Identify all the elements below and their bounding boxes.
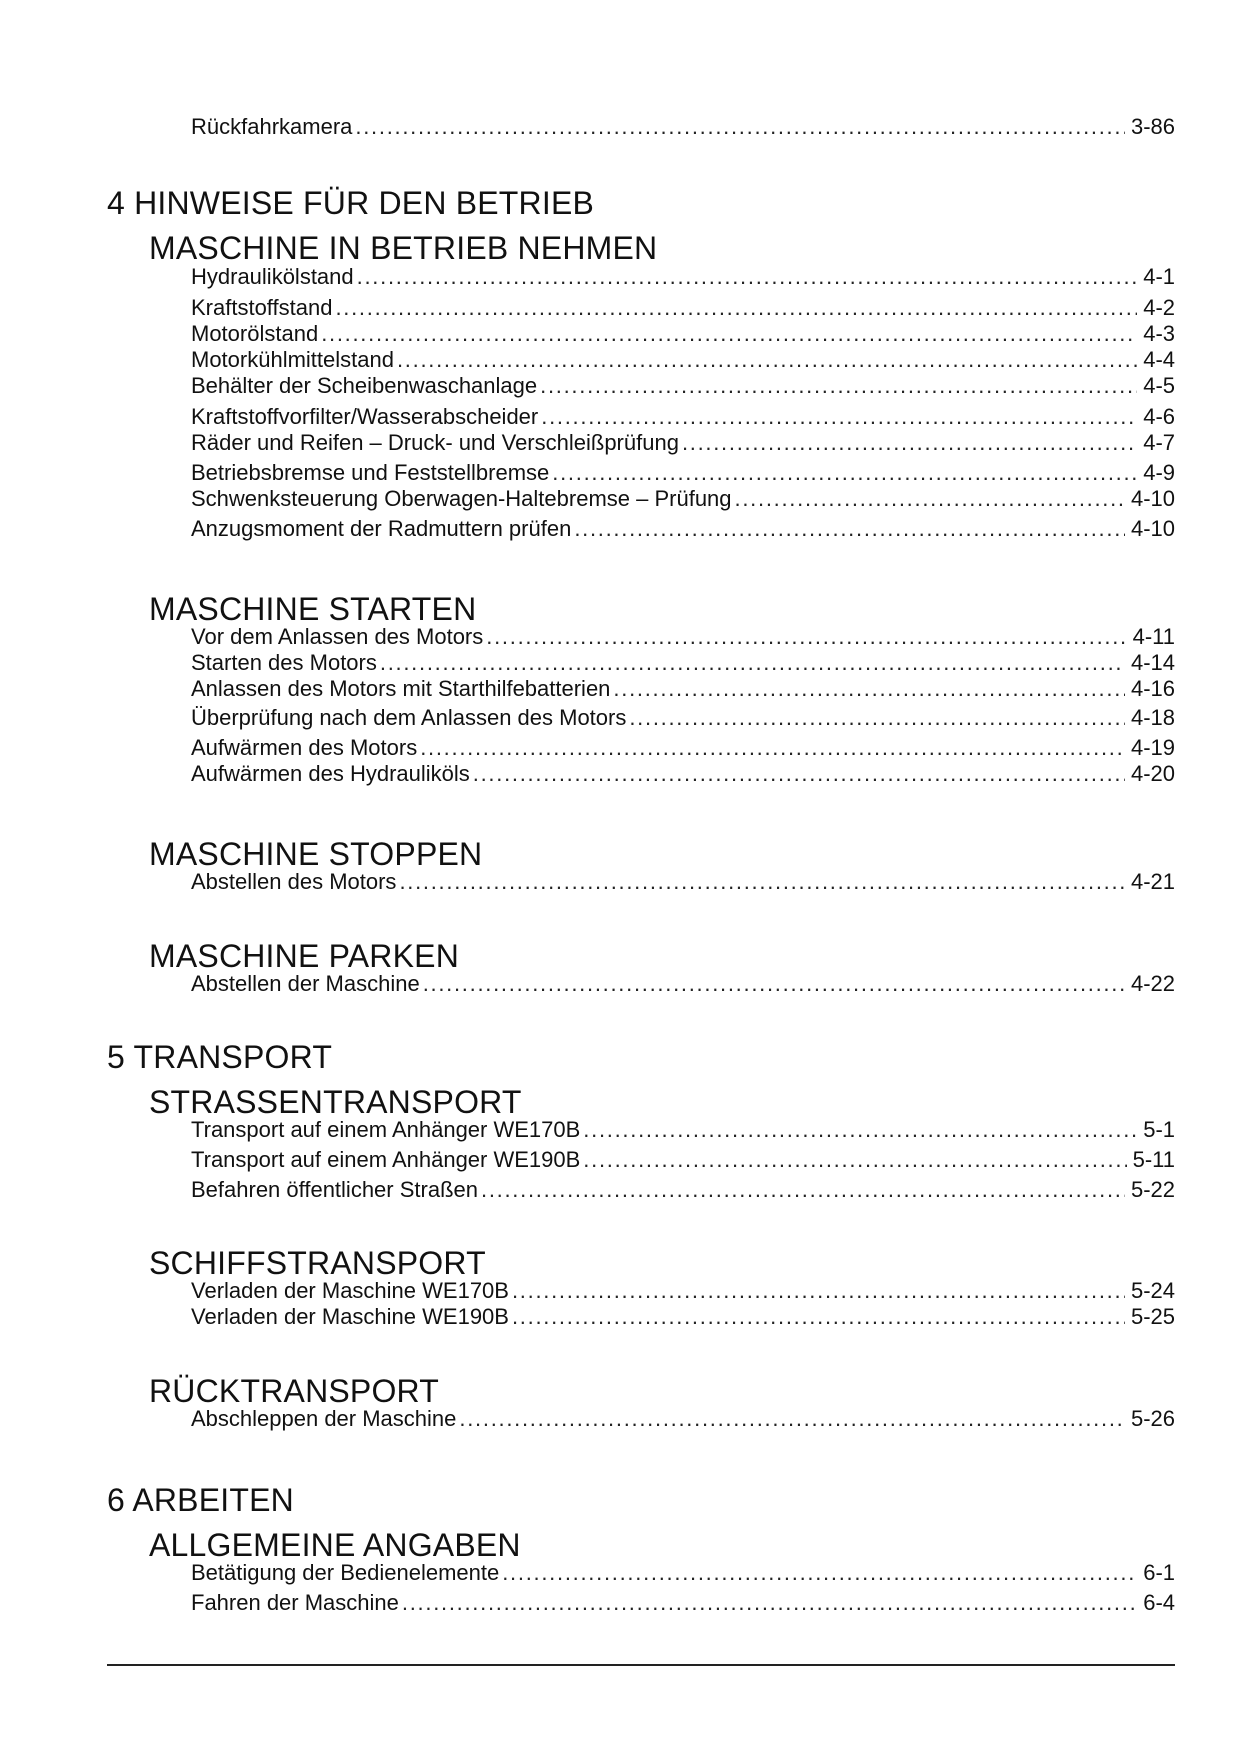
- toc-entry-title: Kraftstoffvorfilter/Wasserabscheider: [191, 404, 539, 429]
- toc-entry[interactable]: [191, 321, 1175, 347]
- footer-rule: [107, 1664, 1175, 1666]
- toc-entry-title: Anlassen des Motors mit Starthilfebatterien: [191, 676, 611, 701]
- dot-leader: [512, 1304, 1125, 1330]
- toc-entry-page: 4-16: [1130, 676, 1175, 701]
- toc-entry-page: 5-24: [1130, 1278, 1175, 1303]
- toc-entry-title: Verladen der Maschine WE170B: [191, 1278, 509, 1303]
- toc-entry-page: 6-4: [1143, 1590, 1175, 1615]
- toc-entry-page: 4-19: [1130, 735, 1175, 760]
- toc-entry[interactable]: [191, 624, 1175, 650]
- chapter-4-heading: 4 HINWEISE FÜR DEN BETRIEB: [107, 185, 595, 221]
- toc-entry[interactable]: [191, 404, 1175, 430]
- toc-entry-page: 5-26: [1130, 1406, 1175, 1431]
- toc-entry-title: Anzugsmoment der Radmuttern prüfen: [191, 516, 572, 541]
- toc-entry-title: Abstellen der Maschine: [191, 971, 420, 996]
- toc-entry-page: 5-11: [1132, 1147, 1175, 1172]
- dot-leader: [512, 1278, 1125, 1304]
- dot-leader: [473, 761, 1125, 787]
- toc-entry-page: 5-22: [1130, 1177, 1175, 1202]
- toc-entry[interactable]: [191, 460, 1175, 486]
- toc-entry-page: 4-9: [1143, 460, 1175, 485]
- dot-leader: [481, 1177, 1125, 1203]
- toc-entry-title: Abstellen des Motors: [191, 869, 397, 894]
- toc-entry-page: 5-25: [1130, 1304, 1175, 1329]
- dot-leader: [552, 460, 1137, 486]
- toc-entry-title: Transport auf einem Anhänger WE190B: [191, 1147, 581, 1172]
- toc-entry-title: Verladen der Maschine WE190B: [191, 1304, 509, 1329]
- toc-entry-title: Räder und Reifen – Druck- und Verschleißprüfung: [191, 430, 679, 455]
- toc-entry-title: Vor dem Anlassen des Motors: [191, 624, 484, 649]
- toc-entry-title: Behälter der Scheibenwaschanlage: [191, 373, 538, 398]
- toc-entry[interactable]: [191, 430, 1175, 456]
- toc-entry-title: Motorkühlmittelstand: [191, 347, 394, 372]
- section-maschine-starten: MASCHINE STARTEN: [149, 591, 477, 627]
- toc-entry-title: Motorölstand: [191, 321, 319, 346]
- chapter-6-heading: 6 ARBEITEN: [107, 1482, 294, 1518]
- toc-entry-page: 5-1: [1143, 1117, 1175, 1142]
- toc-entry[interactable]: [191, 650, 1175, 676]
- toc-entry[interactable]: [191, 676, 1175, 702]
- toc-entry[interactable]: [191, 1278, 1175, 1304]
- toc-entry-page: 4-11: [1132, 624, 1175, 649]
- toc-entry[interactable]: [191, 869, 1175, 895]
- toc-entry-title: Transport auf einem Anhänger WE170B: [191, 1117, 581, 1142]
- toc-entry[interactable]: [191, 1117, 1175, 1143]
- dot-leader: [682, 430, 1137, 456]
- toc-entry-page: 3-86: [1130, 114, 1175, 139]
- toc-entry-title: Aufwärmen des Motors: [191, 735, 418, 760]
- dot-leader: [574, 516, 1125, 542]
- dot-leader: [486, 624, 1126, 650]
- toc-entry[interactable]: [191, 735, 1175, 761]
- dot-leader: [459, 1406, 1125, 1432]
- toc-entry[interactable]: [191, 1406, 1175, 1432]
- dot-leader: [335, 295, 1137, 321]
- toc-entry-page: 4-4: [1143, 347, 1175, 372]
- dot-leader: [397, 347, 1137, 373]
- toc-entry[interactable]: [191, 1177, 1175, 1203]
- toc-entry-title: Rückfahrkamera: [191, 114, 353, 139]
- section-schiffstransport: SCHIFFSTRANSPORT: [149, 1245, 486, 1281]
- toc-entry-page: 4-10: [1130, 516, 1175, 541]
- toc-entry[interactable]: [191, 373, 1175, 399]
- toc-entry[interactable]: [191, 971, 1175, 997]
- toc-entry-title: Starten des Motors: [191, 650, 377, 675]
- dot-leader: [357, 264, 1138, 290]
- toc-entry[interactable]: [191, 264, 1175, 290]
- dot-leader: [420, 735, 1125, 761]
- toc-entry[interactable]: [191, 486, 1175, 512]
- dot-leader: [735, 486, 1125, 512]
- dot-leader: [402, 1590, 1137, 1616]
- toc-entry-title: Abschleppen der Maschine: [191, 1406, 457, 1431]
- toc-entry-rueckfahrkamera[interactable]: [191, 114, 1175, 140]
- dot-leader: [399, 869, 1125, 895]
- toc-entry-title: Hydraulikölstand: [191, 264, 354, 289]
- dot-leader: [629, 705, 1125, 731]
- toc-entry-title: Befahren öffentlicher Straßen: [191, 1177, 478, 1202]
- toc-entry[interactable]: [191, 705, 1175, 731]
- dot-leader: [502, 1560, 1137, 1586]
- section-maschine-parken: MASCHINE PARKEN: [149, 938, 460, 974]
- dot-leader: [541, 404, 1137, 430]
- dot-leader: [423, 971, 1125, 997]
- dot-leader: [355, 114, 1125, 140]
- chapter-5-heading: 5 TRANSPORT: [107, 1039, 333, 1075]
- toc-entry-page: 6-1: [1143, 1560, 1175, 1585]
- toc-entry-title: Überprüfung nach dem Anlassen des Motors: [191, 705, 627, 730]
- toc-entry-page: 4-10: [1130, 486, 1175, 511]
- toc-entry-page: 4-3: [1143, 321, 1175, 346]
- dot-leader: [380, 650, 1125, 676]
- toc-entry[interactable]: [191, 1590, 1175, 1616]
- section-maschine-in-betrieb-nehmen: MASCHINE IN BETRIEB NEHMEN: [149, 230, 658, 266]
- dot-leader: [613, 676, 1125, 702]
- section-allgemeine-angaben: ALLGEMEINE ANGABEN: [149, 1527, 521, 1563]
- toc-entry[interactable]: [191, 1147, 1175, 1173]
- toc-entry-page: 4-5: [1143, 373, 1175, 398]
- toc-entry-title: Schwenksteuerung Oberwagen-Haltebremse – Prüfung: [191, 486, 732, 511]
- toc-entry-page: 4-14: [1130, 650, 1175, 675]
- toc-entry[interactable]: [191, 516, 1175, 542]
- toc-entry-page: 4-7: [1143, 430, 1175, 455]
- dot-leader: [321, 321, 1137, 347]
- toc-entry-title: Betätigung der Bedienelemente: [191, 1560, 500, 1585]
- toc-entry-page: 4-22: [1130, 971, 1175, 996]
- toc-entry[interactable]: [191, 761, 1175, 787]
- toc-entry[interactable]: [191, 1560, 1175, 1586]
- toc-entry-page: 4-6: [1143, 404, 1175, 429]
- dot-leader: [540, 373, 1137, 399]
- toc-entry-page: 4-1: [1143, 264, 1175, 289]
- section-maschine-stoppen: MASCHINE STOPPEN: [149, 836, 483, 872]
- section-strassentransport: STRASSENTRANSPORT: [149, 1084, 522, 1120]
- toc-entry[interactable]: [191, 1304, 1175, 1330]
- toc-entry-page: 4-21: [1130, 869, 1175, 894]
- section-ruecktransport: RÜCKTRANSPORT: [149, 1373, 440, 1409]
- toc-entry-page: 4-20: [1130, 761, 1175, 786]
- toc-entry-title: Betriebsbremse und Feststellbremse: [191, 460, 550, 485]
- toc-entry-page: 4-18: [1130, 705, 1175, 730]
- toc-entry-page: 4-2: [1143, 295, 1175, 320]
- toc-entry-title: Aufwärmen des Hydrauliköls: [191, 761, 470, 786]
- toc-entry[interactable]: [191, 295, 1175, 321]
- toc-entry-title: Fahren der Maschine: [191, 1590, 399, 1615]
- toc-entry-title: Kraftstoffstand: [191, 295, 333, 320]
- toc-entry[interactable]: [191, 347, 1175, 373]
- dot-leader: [583, 1117, 1137, 1143]
- dot-leader: [583, 1147, 1126, 1173]
